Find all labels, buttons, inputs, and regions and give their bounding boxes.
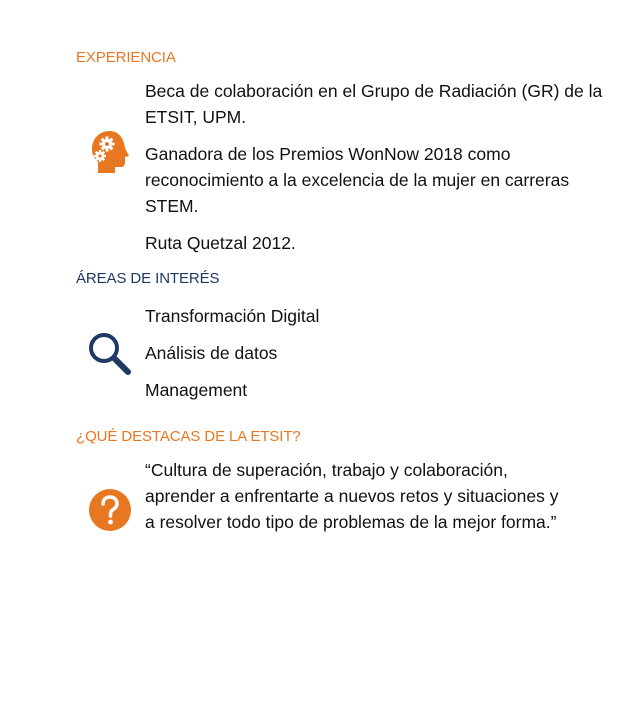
head-gears-icon	[90, 129, 132, 175]
question-mark-icon	[88, 488, 132, 532]
experience-item: Ruta Quetzal 2012.	[145, 233, 296, 253]
experience-item: Beca de colaboración en el Grupo de Radiación (GR) de la ETSIT, UPM.	[145, 81, 603, 127]
magnifier-icon	[86, 330, 134, 376]
section-heading-areas-de-interes: ÁREAS DE INTERÉS	[76, 270, 220, 287]
section-content-experiencia	[145, 78, 605, 267]
section-content-que-destacas	[145, 457, 565, 546]
section-heading-que-destacas: ¿QUÉ DESTACAS DE LA ETSIT?	[76, 428, 301, 445]
section-heading-experiencia: EXPERIENCIA	[76, 49, 176, 66]
interest-item: Análisis de datos	[145, 343, 278, 363]
quote-text: “Cultura de superación, trabajo y colaboración, aprender a enfrentarte a nuevos retos y situaciones y a resolver todo tipo de problemas de la mejor forma.”	[145, 460, 559, 532]
interest-item: Transformación Digital	[145, 306, 320, 326]
section-content-areas-de-interes	[145, 303, 605, 414]
interest-item: Management	[145, 380, 248, 400]
experience-item: Ganadora de los Premios WonNow 2018 como reconocimiento a la excelencia de la mujer en carreras STEM.	[145, 144, 570, 216]
